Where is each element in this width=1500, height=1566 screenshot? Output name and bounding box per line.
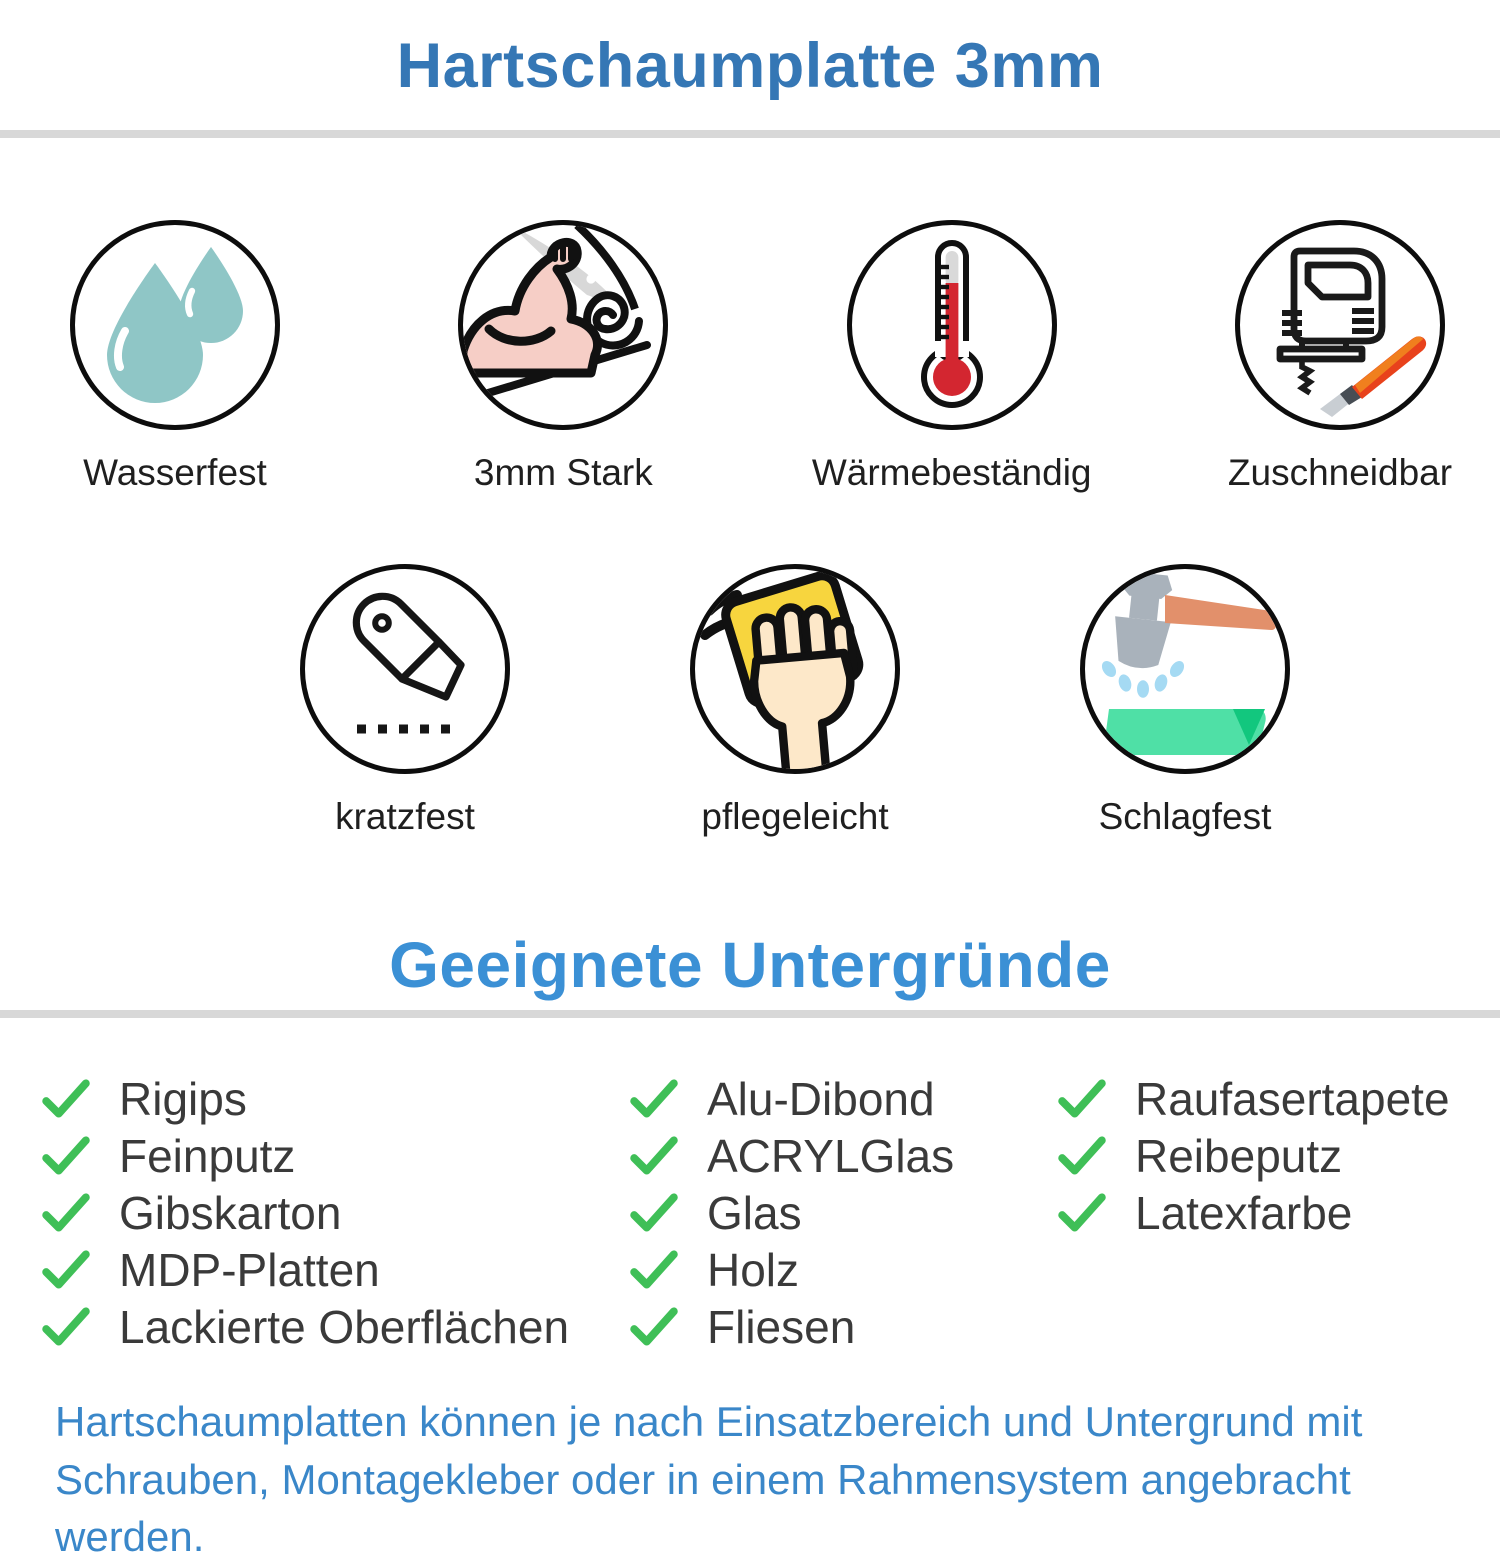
substrate-column-1 [42,1074,630,1359]
feature-item [275,564,535,838]
substrate-item [1058,1188,1500,1238]
feature-item [1210,220,1470,494]
substrate-item [42,1245,630,1295]
check-icon [42,1193,90,1233]
feature-label: Zuschneidbar [1227,452,1453,493]
feature-label: kratzfest [335,796,475,837]
substrate-item [1058,1074,1500,1124]
substrate-label: Rigips [119,1073,247,1125]
utility-knife-icon [305,569,505,769]
cleaning-hand-icon [695,569,895,769]
substrate-label: Glas [707,1187,802,1239]
check-icon [630,1307,678,1347]
substrate-label: Feinputz [119,1130,296,1182]
feature-label: Wasserfest [83,452,267,493]
divider-bar [0,130,1500,138]
check-icon [630,1250,678,1290]
substrate-label: Reibeputz [1135,1130,1343,1182]
feature-icon-circle [847,220,1057,430]
feature-item [1055,564,1315,838]
substrate-column-3 [1058,1074,1500,1359]
substrate-label: Lackierte Oberflächen [119,1301,570,1353]
check-icon [42,1307,90,1347]
substrate-item [1058,1131,1500,1181]
check-icon [630,1079,678,1119]
substrate-label: Alu-Dibond [707,1073,935,1125]
check-icon [1058,1079,1106,1119]
check-icon [1058,1193,1106,1233]
substrate-item [630,1302,1058,1352]
substrate-label: Latexfarbe [1135,1187,1353,1239]
substrate-item [42,1131,630,1181]
substrate-item [630,1188,1058,1238]
check-icon [42,1250,90,1290]
check-icon [42,1136,90,1176]
feature-label: pflegeleicht [701,796,889,837]
check-icon [1058,1136,1106,1176]
feature-label: 3mm Stark [473,452,653,493]
feature-icon-circle [70,220,280,430]
substrate-item [42,1302,630,1352]
feature-row-2 [45,564,1500,838]
substrate-item [42,1074,630,1124]
substrate-label: ACRYLGlas [707,1130,955,1182]
feature-item [665,564,925,838]
substrate-list [0,1074,1500,1359]
thermometer-icon [852,225,1052,425]
jigsaw-cutter-icon [1240,225,1440,425]
feature-row-1 [0,220,1500,494]
substrate-item [630,1131,1058,1181]
feature-item [433,220,693,494]
feature-icon-circle [300,564,510,774]
substrate-item [630,1074,1058,1124]
hammer-impact-icon [1085,569,1285,769]
check-icon [630,1136,678,1176]
feature-icon-circle [690,564,900,774]
footer-note: Hartschaumplatten können je nach Einsatzbereich und Untergrund mit Schrauben, Montagekleber oder in einem Rahmensystem angebracht werden. [55,1398,1363,1561]
feature-icon-circle [1080,564,1290,774]
feature-item [811,220,1092,494]
substrate-item [630,1245,1058,1295]
feature-icon-circle [1235,220,1445,430]
muscle-arm-icon [463,225,663,425]
substrate-label: MDP-Platten [119,1244,380,1296]
feature-label: Wärmebeständig [811,452,1092,493]
check-icon [630,1193,678,1233]
feature-item [45,220,305,494]
water-drops-icon [75,225,275,425]
substrate-column-2 [630,1074,1058,1359]
substrate-label: Gibskarton [119,1187,342,1239]
feature-icon-circle [458,220,668,430]
check-icon [42,1079,90,1119]
section-title: Geeignete Untergründe [389,929,1111,1001]
divider-bar [0,1010,1500,1018]
substrate-label: Raufasertapete [1135,1073,1450,1125]
substrate-label: Holz [707,1244,800,1296]
feature-label: Schlagfest [1098,796,1272,837]
page-title: Hartschaumplatte 3mm [396,31,1104,101]
substrate-label: Fliesen [707,1301,856,1353]
substrate-item [42,1188,630,1238]
